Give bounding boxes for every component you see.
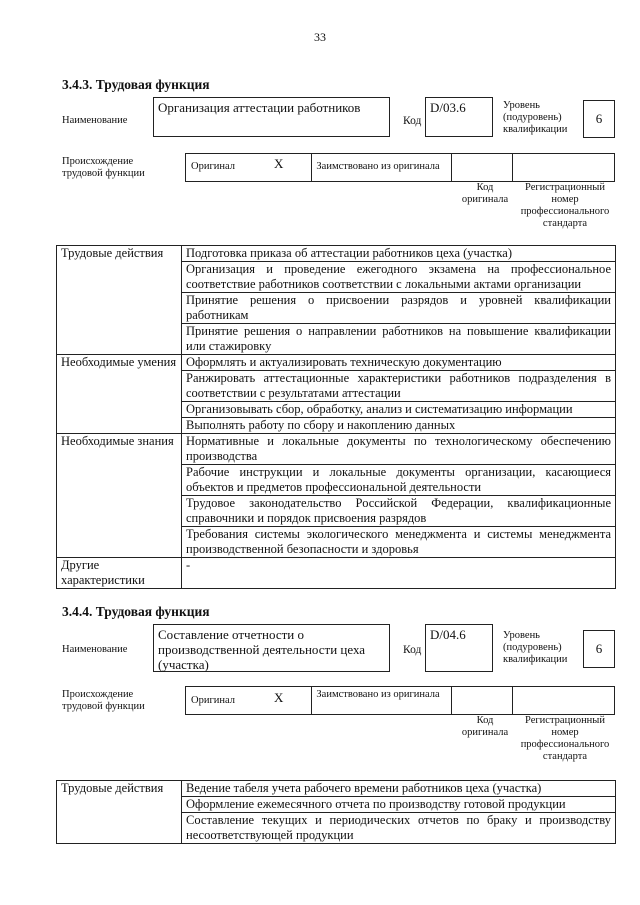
function-name: Составление отчетности о производственной деятельности цеха (участка): [153, 624, 390, 672]
row-item: Организация и проведение ежегодного экзамена на профессиональное соответствие работников соответствии с локальными актами организации: [182, 262, 616, 293]
code-label: Код: [403, 115, 422, 127]
row-item: Оформлять и актуализировать техническую документацию: [182, 355, 616, 371]
row-item: Рабочие инструкции и локальные документы организации, касающиеся объектов и предметов профессиональной деятельности: [182, 465, 616, 496]
original-code-cell: [452, 154, 514, 181]
row-item: Принятие решения о направлении работников на повышение квалификации или стажировку: [182, 324, 616, 355]
original-mark: X: [274, 690, 284, 705]
row-item: Трудовое законодательство Российской Федерации, квалификационные справочники и порядок присвоения разрядов: [182, 496, 616, 527]
original-code-cell: [452, 687, 514, 714]
code-caption: Код оригинала: [461, 715, 509, 738]
name-label: Наименование: [62, 115, 128, 126]
row-category: Трудовые действия: [57, 246, 182, 355]
table-row: [57, 246, 616, 262]
code-label: Код: [403, 644, 422, 656]
function-code: D/03.6: [425, 97, 493, 137]
row-item: Нормативные и локальные документы по технологическому обеспечению производства: [182, 434, 616, 465]
origin-table: [185, 153, 615, 182]
row-category: Другие характеристики: [57, 558, 182, 589]
row-category: Необходимые умения: [57, 355, 182, 434]
table-row: [57, 434, 616, 465]
row-item: Ведение табеля учета рабочего времени работников цеха (участка): [182, 781, 616, 797]
row-item: Составление текущих и периодических отчетов по браку и производству несоответствующей продукции: [182, 813, 616, 844]
row-item: Требования системы экологического менеджмента и системы менеджмента производственной безопасности и здоровья: [182, 527, 616, 558]
level-value: 6: [583, 100, 615, 138]
original-cell: [186, 687, 312, 714]
row-item: Выполнять работу по сбору и накоплению данных: [182, 418, 616, 434]
row-item: Оформление ежемесячного отчета по производству готовой продукции: [182, 797, 616, 813]
reg-number-cell: [513, 154, 614, 181]
row-category: Необходимые знания: [57, 434, 182, 558]
table-row: [57, 558, 616, 589]
function-table: [56, 780, 616, 844]
original-cell: [186, 154, 312, 181]
reg-caption: Регистрационный номер профессионального стандарта: [520, 715, 610, 762]
borrowed-label: Заимствовано из оригинала: [312, 154, 451, 181]
reg-number-cell: [513, 687, 614, 714]
original-label: Оригинал: [191, 161, 235, 172]
level-value: 6: [583, 630, 615, 668]
origin-label: Происхождение трудовой функции: [62, 156, 145, 179]
row-item: Организовывать сбор, обработку, анализ и систематизацию информации: [182, 402, 616, 418]
name-label: Наименование: [62, 644, 128, 655]
row-category: Трудовые действия: [57, 781, 182, 844]
row-item: Подготовка приказа об аттестации работников цеха (участка): [182, 246, 616, 262]
level-label: Уровень (подуровень) квалификации: [503, 630, 568, 665]
reg-caption: Регистрационный номер профессионального стандарта: [520, 182, 610, 229]
function-code: D/04.6: [425, 624, 493, 672]
origin-table: [185, 686, 615, 715]
page-number: 33: [314, 30, 326, 44]
code-caption: Код оригинала: [461, 182, 509, 205]
table-row: [57, 355, 616, 371]
section-title: 3.4.3. Трудовая функция: [62, 77, 210, 92]
row-item: Ранжировать аттестационные характеристики работников подразделения в соответствии с результатами аттестации: [182, 371, 616, 402]
original-label: Оригинал: [191, 695, 235, 706]
row-item: Принятие решения о присвоении разрядов и уровней квалификации работникам: [182, 293, 616, 324]
section-title: 3.4.4. Трудовая функция: [62, 604, 210, 619]
row-item: -: [182, 558, 616, 589]
function-name: Организация аттестации работников: [153, 97, 390, 137]
origin-label: Происхождение трудовой функции: [62, 689, 145, 712]
borrowed-label: Заимствовано из оригинала: [312, 687, 451, 714]
original-mark: X: [274, 156, 284, 171]
level-label: Уровень (подуровень) квалификации: [503, 100, 568, 135]
table-row: [57, 781, 616, 797]
function-table: [56, 245, 616, 589]
